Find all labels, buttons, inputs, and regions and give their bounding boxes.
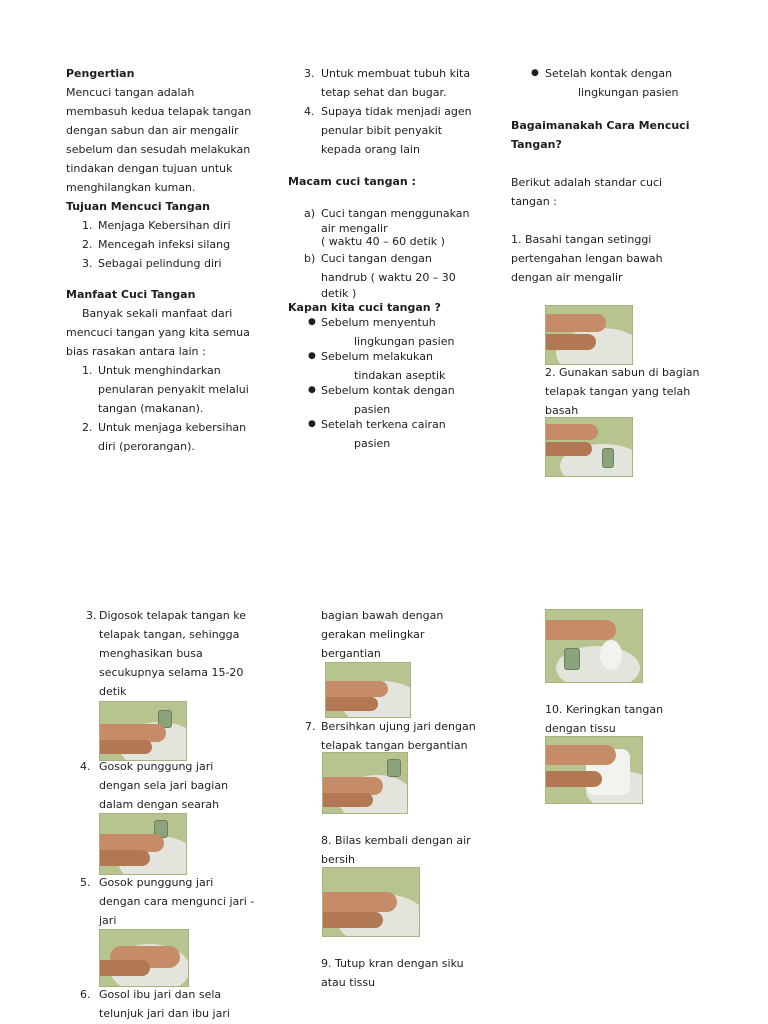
list-item: 1. Menjaga Kebersihan diri xyxy=(82,219,231,232)
text-line: tindakan dengan tujuan untuk xyxy=(66,162,233,175)
text-line: Banyak sekali manfaat dari xyxy=(82,307,233,320)
step-10-photo xyxy=(545,736,643,804)
step-4-text: 4. Gosok punggung jari dengan sela jari bagian dalam dengan searah xyxy=(80,760,229,811)
cara-intro: Berikut adalah standar cuci tangan : xyxy=(511,176,663,208)
kapan-heading: Kapan kita cuci tangan ? xyxy=(288,301,441,314)
tujuan-heading: Tujuan Mencuci Tangan xyxy=(66,200,210,213)
manfaat-list-continued xyxy=(288,64,480,159)
step-8-text: 8. Bilas kembali dengan air bersih xyxy=(321,834,471,866)
text-line: menghilangkan kuman. xyxy=(66,181,196,194)
step-2-photo xyxy=(545,417,633,477)
text-line: sebelum dan sesudah melakukan xyxy=(66,143,251,156)
text-line: dengan sabun dan air mengalir xyxy=(66,124,239,137)
list-item: ● Setelah kontak dengan lingkungan pasien xyxy=(531,67,679,99)
text-line: mencuci tangan yang kita semua xyxy=(66,326,250,339)
list-item: 1. Untuk menghindarkan penularan penyakit melalui tangan (makanan). xyxy=(82,364,249,415)
step-7-text: 7. Bersihkan ujung jari dengan telapak tangan bergantian xyxy=(305,720,476,752)
step-7-photo xyxy=(322,752,408,814)
tujuan-list xyxy=(66,216,256,273)
manfaat-paragraph xyxy=(66,304,256,361)
step-8-photo xyxy=(322,867,420,937)
step-6-continued-text: bagian bawah dengan gerakan melingkar bergantian xyxy=(321,609,444,660)
step-5-text: 5. Gosok punggung jari dengan cara mengunci jari - jari xyxy=(80,876,255,927)
manfaat-heading: Manfaat Cuci Tangan xyxy=(66,288,196,301)
list-item: a) Cuci tangan menggunakan air mengalir ( waktu 40 – 60 detik ) xyxy=(304,207,470,248)
step-3-photo xyxy=(99,701,187,761)
step-3-text: 3. Digosok telapak tangan ke telapak tangan, sehingga menghasikan busa secukupnya selama 15-20 detik xyxy=(86,609,246,698)
step-6-text: 6. Gosol ibu jari dan sela telunjuk jari dan ibu jari xyxy=(80,988,230,1020)
list-item: 3. Sebagai pelindung diri xyxy=(82,257,222,270)
list-item: 3. Untuk membuat tubuh kita tetap sehat dan bugar. xyxy=(304,67,471,99)
step-9-text: 9. Tutup kran dengan siku atau tissu xyxy=(321,957,464,989)
column-1 xyxy=(66,64,256,456)
list-item: ● Setelah terkena cairan pasien xyxy=(308,418,446,450)
step-1-photo xyxy=(545,305,633,365)
step-1-text: 1. Basahi tangan setinggi pertengahan lengan bawah dengan air mengalir xyxy=(511,233,663,284)
list-item: ● Sebelum menyentuh lingkungan pasien xyxy=(308,316,455,348)
list-item: 2. Untuk menjaga kebersihan diri (perorangan). xyxy=(82,421,247,453)
step-10-text: 10. Keringkan tangan dengan tissu xyxy=(545,703,664,735)
macam-list xyxy=(288,204,480,301)
list-item: b) Cuci tangan dengan handrub ( waktu 20 – 30 detik ) xyxy=(304,252,456,300)
column-2 xyxy=(288,64,480,159)
step-6-photo xyxy=(325,662,411,718)
list-item: ● Sebelum kontak dengan pasien xyxy=(308,384,455,416)
pengertian-heading: Pengertian xyxy=(66,67,135,80)
text-line: bias rasakan antara lain : xyxy=(66,345,206,358)
step-5-photo xyxy=(99,929,189,987)
macam-heading: Macam cuci tangan : xyxy=(288,175,416,188)
step-4-photo xyxy=(99,813,187,875)
kapan-list xyxy=(288,313,480,453)
manfaat-list xyxy=(66,361,256,456)
text-line: membasuh kedua telapak tangan xyxy=(66,105,252,118)
text-line: Mencuci tangan adalah xyxy=(66,86,195,99)
list-item: 4. Supaya tidak menjadi agen penular bibit penyakit kepada orang lain xyxy=(304,105,472,156)
pengertian-paragraph xyxy=(66,83,256,197)
list-item: 2. Mencegah infeksi silang xyxy=(82,238,231,251)
list-item: ● Sebelum melakukan tindakan aseptik xyxy=(308,350,446,382)
cara-heading: Bagaimanakah Cara Mencuci Tangan? xyxy=(511,119,690,151)
step-9-photo xyxy=(545,609,643,683)
column-3 xyxy=(511,64,711,102)
step-2-text: 2. Gunakan sabun di bagian telapak tangan yang telah basah xyxy=(545,366,700,417)
